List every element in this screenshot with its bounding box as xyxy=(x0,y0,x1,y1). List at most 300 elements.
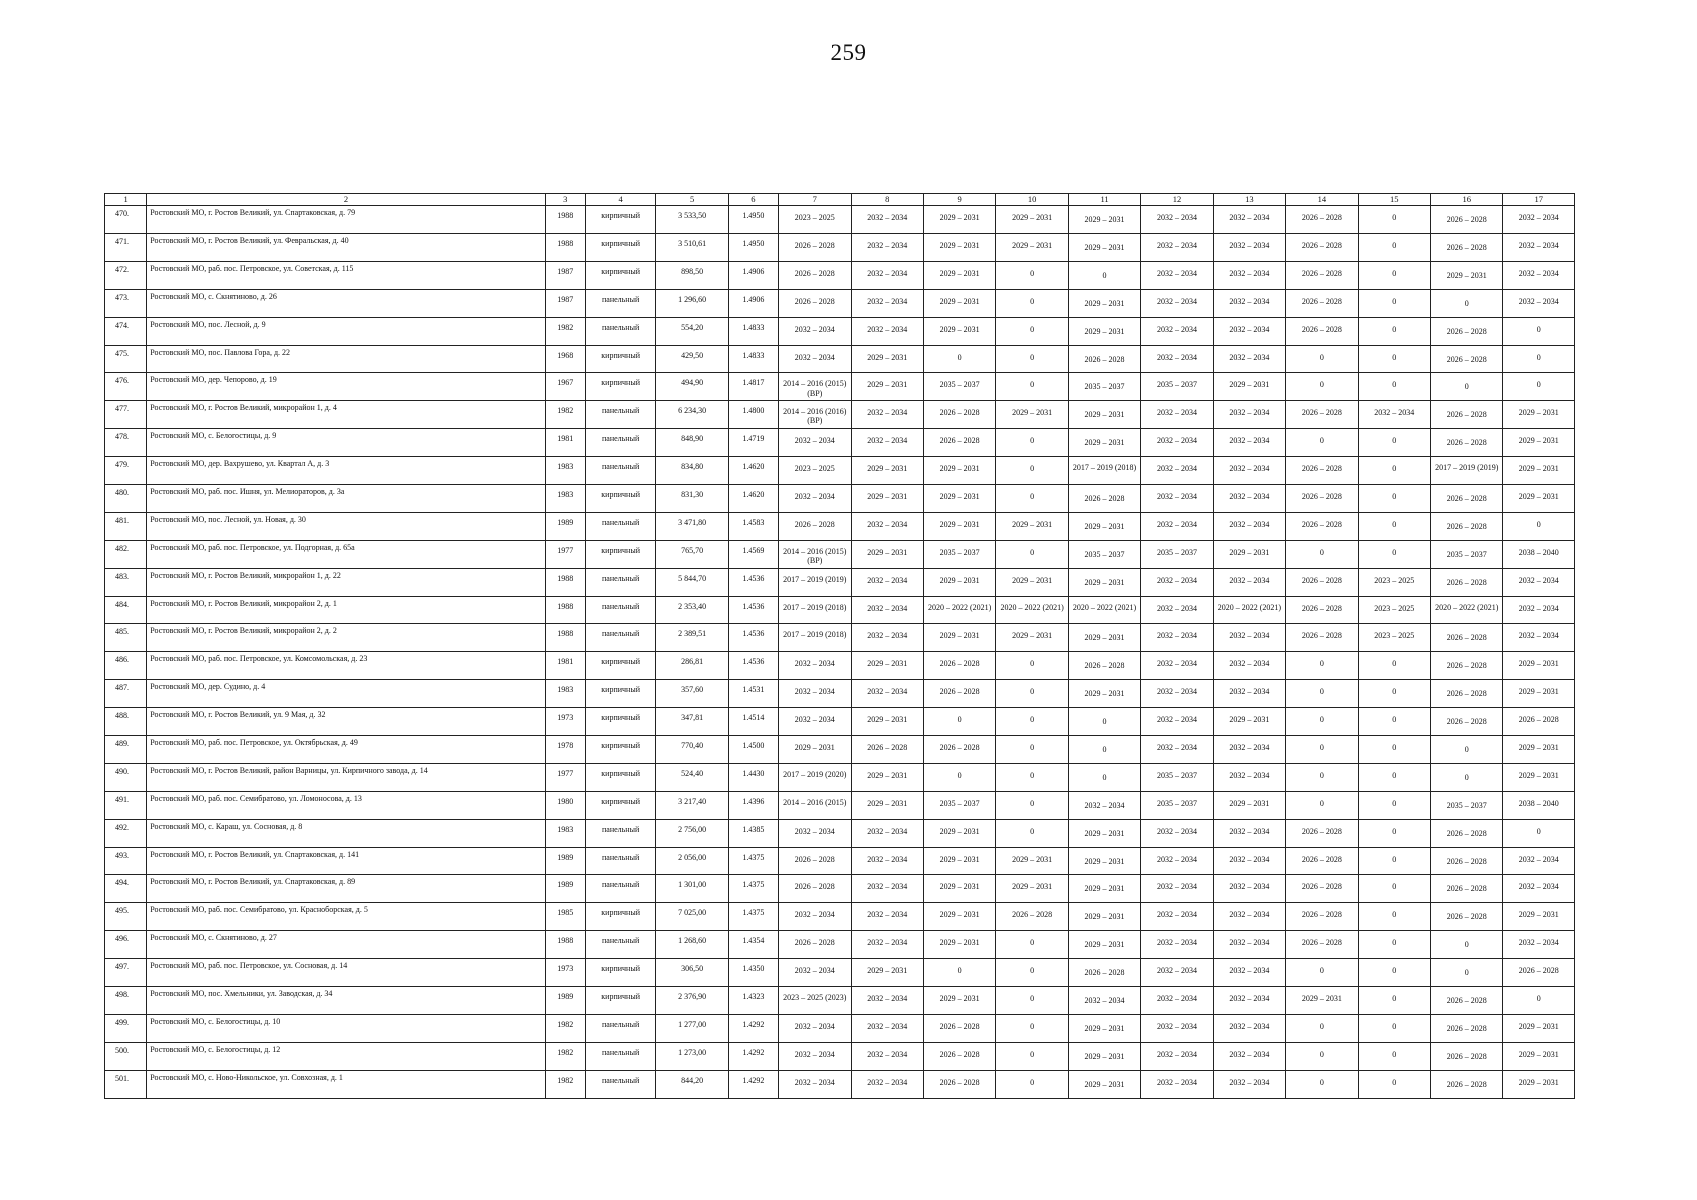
cell-col-2: Ростовский МО, раб. пос. Семибратово, ул. Ломоносова, д. 13 xyxy=(147,791,545,819)
cell-col-5: 2 756,00 xyxy=(656,819,728,847)
cell-col-2: Ростовский МО, раб. пос. Петровское, ул. Подгорная, д. 65а xyxy=(147,540,545,568)
cell-col-7: 2017 – 2019 (2018) xyxy=(779,596,851,624)
column-header-14: 14 xyxy=(1286,194,1358,206)
table-row xyxy=(105,1070,1575,1098)
cell-col-6: 1.4906 xyxy=(728,289,778,317)
cell-col-1: 492. xyxy=(105,819,147,847)
cell-col-4: панельный xyxy=(585,568,655,596)
cell-col-12: 2032 – 2034 xyxy=(1141,596,1213,624)
cell-col-9: 2026 – 2028 xyxy=(923,401,995,429)
cell-col-6: 1.4375 xyxy=(728,875,778,903)
cell-col-12: 2032 – 2034 xyxy=(1141,345,1213,373)
cell-col-14: 2029 – 2031 xyxy=(1286,986,1358,1014)
cell-col-11: 2017 – 2019 (2018) xyxy=(1068,457,1140,485)
cell-col-3: 1985 xyxy=(545,903,585,931)
cell-col-5: 765,70 xyxy=(656,540,728,568)
cell-col-13: 2032 – 2034 xyxy=(1213,401,1285,429)
cell-col-14: 0 xyxy=(1286,791,1358,819)
cell-col-1: 488. xyxy=(105,708,147,736)
cell-col-6: 1.4292 xyxy=(728,1042,778,1070)
cell-col-3: 1988 xyxy=(545,206,585,234)
cell-col-17: 2029 – 2031 xyxy=(1503,1070,1575,1098)
cell-col-11: 2032 – 2034 xyxy=(1068,791,1140,819)
cell-col-6: 1.4620 xyxy=(728,484,778,512)
cell-col-12: 2032 – 2034 xyxy=(1141,261,1213,289)
cell-col-9: 2026 – 2028 xyxy=(923,1070,995,1098)
table-row xyxy=(105,735,1575,763)
cell-col-6: 1.4375 xyxy=(728,903,778,931)
table-row xyxy=(105,763,1575,791)
table-row xyxy=(105,540,1575,568)
cell-col-9: 2029 – 2031 xyxy=(923,847,995,875)
cell-col-16: 2026 – 2028 xyxy=(1431,206,1503,234)
cell-col-17: 2029 – 2031 xyxy=(1503,680,1575,708)
cell-col-3: 1989 xyxy=(545,512,585,540)
table-row xyxy=(105,484,1575,512)
cell-col-1: 474. xyxy=(105,317,147,345)
cell-col-13: 2032 – 2034 xyxy=(1213,484,1285,512)
cell-col-4: панельный xyxy=(585,1070,655,1098)
cell-col-8: 2032 – 2034 xyxy=(851,680,923,708)
cell-col-2: Ростовский МО, с. Белогостицы, д. 9 xyxy=(147,429,545,457)
cell-col-16: 2026 – 2028 xyxy=(1431,1014,1503,1042)
table-row xyxy=(105,1014,1575,1042)
cell-col-5: 3 510,61 xyxy=(656,233,728,261)
page-number: 259 xyxy=(830,40,867,65)
cell-col-4: панельный xyxy=(585,317,655,345)
cell-col-6: 1.4292 xyxy=(728,1070,778,1098)
cell-col-17: 2038 – 2040 xyxy=(1503,540,1575,568)
cell-col-4: панельный xyxy=(585,512,655,540)
cell-col-8: 2032 – 2034 xyxy=(851,261,923,289)
cell-col-17: 0 xyxy=(1503,819,1575,847)
cell-col-1: 483. xyxy=(105,568,147,596)
table-header xyxy=(105,194,1575,206)
cell-col-17: 0 xyxy=(1503,986,1575,1014)
cell-col-16: 2026 – 2028 xyxy=(1431,429,1503,457)
cell-col-16: 2026 – 2028 xyxy=(1431,680,1503,708)
cell-col-4: панельный xyxy=(585,401,655,429)
cell-col-1: 481. xyxy=(105,512,147,540)
table-row xyxy=(105,652,1575,680)
cell-col-6: 1.4514 xyxy=(728,708,778,736)
cell-col-14: 0 xyxy=(1286,763,1358,791)
cell-col-1: 471. xyxy=(105,233,147,261)
cell-col-8: 2032 – 2034 xyxy=(851,875,923,903)
cell-col-8: 2032 – 2034 xyxy=(851,903,923,931)
cell-col-17: 2029 – 2031 xyxy=(1503,429,1575,457)
cell-col-3: 1981 xyxy=(545,652,585,680)
cell-col-13: 2032 – 2034 xyxy=(1213,903,1285,931)
cell-col-2: Ростовский МО, с. Белогостицы, д. 12 xyxy=(147,1042,545,1070)
cell-col-9: 0 xyxy=(923,708,995,736)
cell-col-6: 1.4323 xyxy=(728,986,778,1014)
cell-col-14: 0 xyxy=(1286,345,1358,373)
cell-col-14: 2026 – 2028 xyxy=(1286,261,1358,289)
cell-col-2: Ростовский МО, дер. Судино, д. 4 xyxy=(147,680,545,708)
cell-col-5: 3 471,80 xyxy=(656,512,728,540)
cell-col-5: 7 025,00 xyxy=(656,903,728,931)
cell-col-4: панельный xyxy=(585,847,655,875)
cell-col-15: 0 xyxy=(1358,540,1430,568)
cell-col-15: 0 xyxy=(1358,261,1430,289)
cell-col-14: 2026 – 2028 xyxy=(1286,931,1358,959)
cell-col-9: 2026 – 2028 xyxy=(923,735,995,763)
cell-col-8: 2032 – 2034 xyxy=(851,1042,923,1070)
cell-col-4: кирпичный xyxy=(585,959,655,987)
cell-col-13: 2032 – 2034 xyxy=(1213,986,1285,1014)
cell-col-5: 357,60 xyxy=(656,680,728,708)
cell-col-13: 2029 – 2031 xyxy=(1213,791,1285,819)
cell-col-9: 0 xyxy=(923,345,995,373)
column-header-7: 7 xyxy=(779,194,851,206)
cell-col-12: 2032 – 2034 xyxy=(1141,512,1213,540)
cell-col-2: Ростовский МО, с. Караш, ул. Сосновая, д. 8 xyxy=(147,819,545,847)
cell-col-12: 2032 – 2034 xyxy=(1141,735,1213,763)
cell-col-7: 2017 – 2019 (2018) xyxy=(779,624,851,652)
cell-col-6: 1.4536 xyxy=(728,652,778,680)
cell-col-11: 2029 – 2031 xyxy=(1068,1070,1140,1098)
cell-col-15: 0 xyxy=(1358,1014,1430,1042)
cell-col-5: 898,50 xyxy=(656,261,728,289)
cell-col-5: 5 844,70 xyxy=(656,568,728,596)
cell-col-16: 2026 – 2028 xyxy=(1431,875,1503,903)
cell-col-2: Ростовский МО, г. Ростов Великий, район Варницы, ул. Кирпичного завода, д. 14 xyxy=(147,763,545,791)
cell-col-16: 0 xyxy=(1431,373,1503,401)
cell-col-8: 2032 – 2034 xyxy=(851,401,923,429)
cell-col-3: 1973 xyxy=(545,959,585,987)
cell-col-12: 2032 – 2034 xyxy=(1141,680,1213,708)
cell-col-2: Ростовский МО, раб. пос. Петровское, ул. Комсомольская, д. 23 xyxy=(147,652,545,680)
cell-col-16: 2035 – 2037 xyxy=(1431,791,1503,819)
cell-col-13: 2029 – 2031 xyxy=(1213,373,1285,401)
cell-col-11: 2029 – 2031 xyxy=(1068,680,1140,708)
cell-col-2: Ростовский МО, с. Ново-Никольское, ул. Совхозная, д. 1 xyxy=(147,1070,545,1098)
cell-col-15: 0 xyxy=(1358,289,1430,317)
cell-col-8: 2029 – 2031 xyxy=(851,457,923,485)
cell-col-10: 2020 – 2022 (2021) xyxy=(996,596,1068,624)
cell-col-14: 2026 – 2028 xyxy=(1286,875,1358,903)
cell-col-14: 2026 – 2028 xyxy=(1286,484,1358,512)
cell-col-15: 0 xyxy=(1358,986,1430,1014)
cell-col-14: 2026 – 2028 xyxy=(1286,317,1358,345)
cell-col-17: 2029 – 2031 xyxy=(1503,903,1575,931)
cell-col-4: панельный xyxy=(585,457,655,485)
cell-col-13: 2029 – 2031 xyxy=(1213,708,1285,736)
cell-col-3: 1983 xyxy=(545,484,585,512)
table-row xyxy=(105,429,1575,457)
cell-col-6: 1.4719 xyxy=(728,429,778,457)
cell-col-16: 2035 – 2037 xyxy=(1431,540,1503,568)
cell-col-12: 2032 – 2034 xyxy=(1141,959,1213,987)
cell-col-16: 2026 – 2028 xyxy=(1431,708,1503,736)
table-row xyxy=(105,317,1575,345)
cell-col-11: 2029 – 2031 xyxy=(1068,819,1140,847)
cell-col-5: 554,20 xyxy=(656,317,728,345)
cell-col-7: 2017 – 2019 (2020) xyxy=(779,763,851,791)
cell-col-5: 286,81 xyxy=(656,652,728,680)
cell-col-2: Ростовский МО, с. Белогостицы, д. 10 xyxy=(147,1014,545,1042)
cell-col-4: кирпичный xyxy=(585,652,655,680)
cell-col-14: 0 xyxy=(1286,1070,1358,1098)
cell-col-3: 1977 xyxy=(545,763,585,791)
table-row xyxy=(105,373,1575,401)
cell-col-11: 2029 – 2031 xyxy=(1068,1042,1140,1070)
cell-col-13: 2032 – 2034 xyxy=(1213,345,1285,373)
cell-col-8: 2032 – 2034 xyxy=(851,931,923,959)
cell-col-3: 1981 xyxy=(545,429,585,457)
cell-col-17: 0 xyxy=(1503,317,1575,345)
cell-col-3: 1967 xyxy=(545,373,585,401)
cell-col-12: 2032 – 2034 xyxy=(1141,401,1213,429)
cell-col-8: 2032 – 2034 xyxy=(851,596,923,624)
cell-col-16: 2020 – 2022 (2021) xyxy=(1431,596,1503,624)
cell-col-8: 2032 – 2034 xyxy=(851,847,923,875)
cell-col-9: 2029 – 2031 xyxy=(923,512,995,540)
cell-col-14: 2026 – 2028 xyxy=(1286,457,1358,485)
cell-col-4: панельный xyxy=(585,875,655,903)
table-row xyxy=(105,847,1575,875)
cell-col-6: 1.4800 xyxy=(728,401,778,429)
table-row xyxy=(105,959,1575,987)
cell-col-10: 0 xyxy=(996,484,1068,512)
cell-col-3: 1983 xyxy=(545,457,585,485)
cell-col-16: 2026 – 2028 xyxy=(1431,986,1503,1014)
cell-col-13: 2032 – 2034 xyxy=(1213,457,1285,485)
cell-col-5: 1 296,60 xyxy=(656,289,728,317)
cell-col-3: 1982 xyxy=(545,317,585,345)
cell-col-8: 2032 – 2034 xyxy=(851,819,923,847)
cell-col-14: 0 xyxy=(1286,652,1358,680)
cell-col-3: 1987 xyxy=(545,261,585,289)
cell-col-16: 2026 – 2028 xyxy=(1431,345,1503,373)
cell-col-3: 1982 xyxy=(545,1070,585,1098)
cell-col-13: 2020 – 2022 (2021) xyxy=(1213,596,1285,624)
cell-col-13: 2032 – 2034 xyxy=(1213,261,1285,289)
cell-col-4: кирпичный xyxy=(585,680,655,708)
cell-col-11: 2029 – 2031 xyxy=(1068,624,1140,652)
cell-col-12: 2032 – 2034 xyxy=(1141,429,1213,457)
cell-col-17: 2029 – 2031 xyxy=(1503,484,1575,512)
table-row xyxy=(105,875,1575,903)
cell-col-1: 495. xyxy=(105,903,147,931)
cell-col-9: 2020 – 2022 (2021) xyxy=(923,596,995,624)
column-header-6: 6 xyxy=(728,194,778,206)
cell-col-3: 1988 xyxy=(545,624,585,652)
cell-col-16: 2026 – 2028 xyxy=(1431,903,1503,931)
table-row xyxy=(105,261,1575,289)
table-row xyxy=(105,345,1575,373)
cell-col-1: 491. xyxy=(105,791,147,819)
cell-col-5: 6 234,30 xyxy=(656,401,728,429)
cell-col-9: 2026 – 2028 xyxy=(923,1042,995,1070)
cell-col-10: 0 xyxy=(996,763,1068,791)
cell-col-11: 0 xyxy=(1068,261,1140,289)
cell-col-12: 2032 – 2034 xyxy=(1141,1042,1213,1070)
cell-col-2: Ростовский МО, дер. Чепорово, д. 19 xyxy=(147,373,545,401)
cell-col-12: 2032 – 2034 xyxy=(1141,233,1213,261)
table-row xyxy=(105,903,1575,931)
cell-col-4: панельный xyxy=(585,1014,655,1042)
cell-col-12: 2035 – 2037 xyxy=(1141,373,1213,401)
cell-col-7: 2026 – 2028 xyxy=(779,875,851,903)
cell-col-11: 2029 – 2031 xyxy=(1068,233,1140,261)
column-header-17: 17 xyxy=(1503,194,1575,206)
column-header-9: 9 xyxy=(923,194,995,206)
cell-col-1: 475. xyxy=(105,345,147,373)
cell-col-15: 0 xyxy=(1358,206,1430,234)
cell-col-6: 1.4375 xyxy=(728,847,778,875)
column-header-13: 13 xyxy=(1213,194,1285,206)
cell-col-17: 0 xyxy=(1503,512,1575,540)
cell-col-14: 0 xyxy=(1286,735,1358,763)
cell-col-4: кирпичный xyxy=(585,540,655,568)
cell-col-1: 473. xyxy=(105,289,147,317)
cell-col-7: 2023 – 2025 (2023) xyxy=(779,986,851,1014)
cell-col-14: 0 xyxy=(1286,540,1358,568)
cell-col-5: 2 353,40 xyxy=(656,596,728,624)
cell-col-13: 2032 – 2034 xyxy=(1213,233,1285,261)
cell-col-5: 848,90 xyxy=(656,429,728,457)
cell-col-13: 2032 – 2034 xyxy=(1213,875,1285,903)
cell-col-17: 2032 – 2034 xyxy=(1503,847,1575,875)
cell-col-14: 2026 – 2028 xyxy=(1286,903,1358,931)
cell-col-16: 0 xyxy=(1431,959,1503,987)
cell-col-12: 2032 – 2034 xyxy=(1141,624,1213,652)
cell-col-3: 1983 xyxy=(545,680,585,708)
cell-col-13: 2032 – 2034 xyxy=(1213,819,1285,847)
cell-col-15: 2023 – 2025 xyxy=(1358,624,1430,652)
cell-col-17: 2026 – 2028 xyxy=(1503,708,1575,736)
cell-col-3: 1978 xyxy=(545,735,585,763)
cell-col-12: 2032 – 2034 xyxy=(1141,289,1213,317)
table-row xyxy=(105,457,1575,485)
cell-col-1: 480. xyxy=(105,484,147,512)
cell-col-10: 2029 – 2031 xyxy=(996,512,1068,540)
cell-col-13: 2032 – 2034 xyxy=(1213,568,1285,596)
cell-col-1: 477. xyxy=(105,401,147,429)
cell-col-5: 429,50 xyxy=(656,345,728,373)
cell-col-7: 2032 – 2034 xyxy=(779,819,851,847)
cell-col-7: 2029 – 2031 xyxy=(779,735,851,763)
cell-col-17: 2026 – 2028 xyxy=(1503,959,1575,987)
cell-col-9: 2029 – 2031 xyxy=(923,624,995,652)
cell-col-16: 0 xyxy=(1431,735,1503,763)
cell-col-12: 2032 – 2034 xyxy=(1141,819,1213,847)
cell-col-9: 2029 – 2031 xyxy=(923,568,995,596)
cell-col-14: 0 xyxy=(1286,708,1358,736)
cell-col-1: 479. xyxy=(105,457,147,485)
cell-col-16: 2026 – 2028 xyxy=(1431,512,1503,540)
cell-col-11: 2029 – 2031 xyxy=(1068,429,1140,457)
cell-col-8: 2032 – 2034 xyxy=(851,233,923,261)
cell-col-17: 2032 – 2034 xyxy=(1503,931,1575,959)
cell-col-16: 2017 – 2019 (2019) xyxy=(1431,457,1503,485)
cell-col-11: 2029 – 2031 xyxy=(1068,931,1140,959)
cell-col-2: Ростовский МО, г. Ростов Великий, микрорайон 2, д. 2 xyxy=(147,624,545,652)
cell-col-1: 484. xyxy=(105,596,147,624)
cell-col-6: 1.4817 xyxy=(728,373,778,401)
cell-col-3: 1980 xyxy=(545,791,585,819)
cell-col-10: 2029 – 2031 xyxy=(996,401,1068,429)
cell-col-8: 2032 – 2034 xyxy=(851,512,923,540)
cell-col-7: 2026 – 2028 xyxy=(779,847,851,875)
cell-col-15: 0 xyxy=(1358,345,1430,373)
cell-col-11: 0 xyxy=(1068,763,1140,791)
cell-col-12: 2032 – 2034 xyxy=(1141,708,1213,736)
cell-col-13: 2032 – 2034 xyxy=(1213,206,1285,234)
cell-col-7: 2032 – 2034 xyxy=(779,959,851,987)
cell-col-9: 2029 – 2031 xyxy=(923,931,995,959)
cell-col-15: 0 xyxy=(1358,429,1430,457)
cell-col-12: 2032 – 2034 xyxy=(1141,652,1213,680)
cell-col-14: 0 xyxy=(1286,959,1358,987)
cell-col-1: 499. xyxy=(105,1014,147,1042)
cell-col-4: панельный xyxy=(585,429,655,457)
cell-col-6: 1.4430 xyxy=(728,763,778,791)
cell-col-14: 2026 – 2028 xyxy=(1286,624,1358,652)
cell-col-6: 1.4536 xyxy=(728,624,778,652)
column-header-12: 12 xyxy=(1141,194,1213,206)
cell-col-15: 0 xyxy=(1358,373,1430,401)
cell-col-17: 2032 – 2034 xyxy=(1503,624,1575,652)
cell-col-5: 494,90 xyxy=(656,373,728,401)
cell-col-2: Ростовский МО, г. Ростов Великий, ул. Спартаковская, д. 79 xyxy=(147,206,545,234)
table-row xyxy=(105,680,1575,708)
cell-col-12: 2032 – 2034 xyxy=(1141,986,1213,1014)
column-header-15: 15 xyxy=(1358,194,1430,206)
column-header-11: 11 xyxy=(1068,194,1140,206)
cell-col-12: 2035 – 2037 xyxy=(1141,763,1213,791)
cell-col-13: 2032 – 2034 xyxy=(1213,680,1285,708)
cell-col-10: 0 xyxy=(996,959,1068,987)
cell-col-11: 2029 – 2031 xyxy=(1068,875,1140,903)
cell-col-15: 0 xyxy=(1358,819,1430,847)
cell-col-4: кирпичный xyxy=(585,261,655,289)
cell-col-11: 2029 – 2031 xyxy=(1068,317,1140,345)
cell-col-8: 2026 – 2028 xyxy=(851,735,923,763)
cell-col-5: 834,80 xyxy=(656,457,728,485)
cell-col-7: 2032 – 2034 xyxy=(779,680,851,708)
cell-col-13: 2032 – 2034 xyxy=(1213,1070,1285,1098)
cell-col-9: 2035 – 2037 xyxy=(923,373,995,401)
cell-col-9: 2029 – 2031 xyxy=(923,206,995,234)
cell-col-9: 2029 – 2031 xyxy=(923,986,995,1014)
cell-col-16: 2026 – 2028 xyxy=(1431,819,1503,847)
cell-col-10: 0 xyxy=(996,289,1068,317)
column-number-row xyxy=(105,194,1575,206)
cell-col-17: 2029 – 2031 xyxy=(1503,652,1575,680)
cell-col-8: 2032 – 2034 xyxy=(851,317,923,345)
cell-col-4: кирпичный xyxy=(585,708,655,736)
cell-col-11: 2029 – 2031 xyxy=(1068,1014,1140,1042)
table-row xyxy=(105,708,1575,736)
cell-col-13: 2032 – 2034 xyxy=(1213,847,1285,875)
cell-col-15: 2032 – 2034 xyxy=(1358,401,1430,429)
cell-col-6: 1.4385 xyxy=(728,819,778,847)
cell-col-16: 2026 – 2028 xyxy=(1431,484,1503,512)
cell-col-15: 0 xyxy=(1358,1042,1430,1070)
cell-col-7: 2014 – 2016 (2015) xyxy=(779,791,851,819)
cell-col-11: 2029 – 2031 xyxy=(1068,568,1140,596)
cell-col-9: 0 xyxy=(923,763,995,791)
cell-col-9: 2026 – 2028 xyxy=(923,1014,995,1042)
cell-col-1: 489. xyxy=(105,735,147,763)
cell-col-4: панельный xyxy=(585,931,655,959)
cell-col-8: 2032 – 2034 xyxy=(851,1014,923,1042)
cell-col-6: 1.4583 xyxy=(728,512,778,540)
cell-col-13: 2032 – 2034 xyxy=(1213,1042,1285,1070)
